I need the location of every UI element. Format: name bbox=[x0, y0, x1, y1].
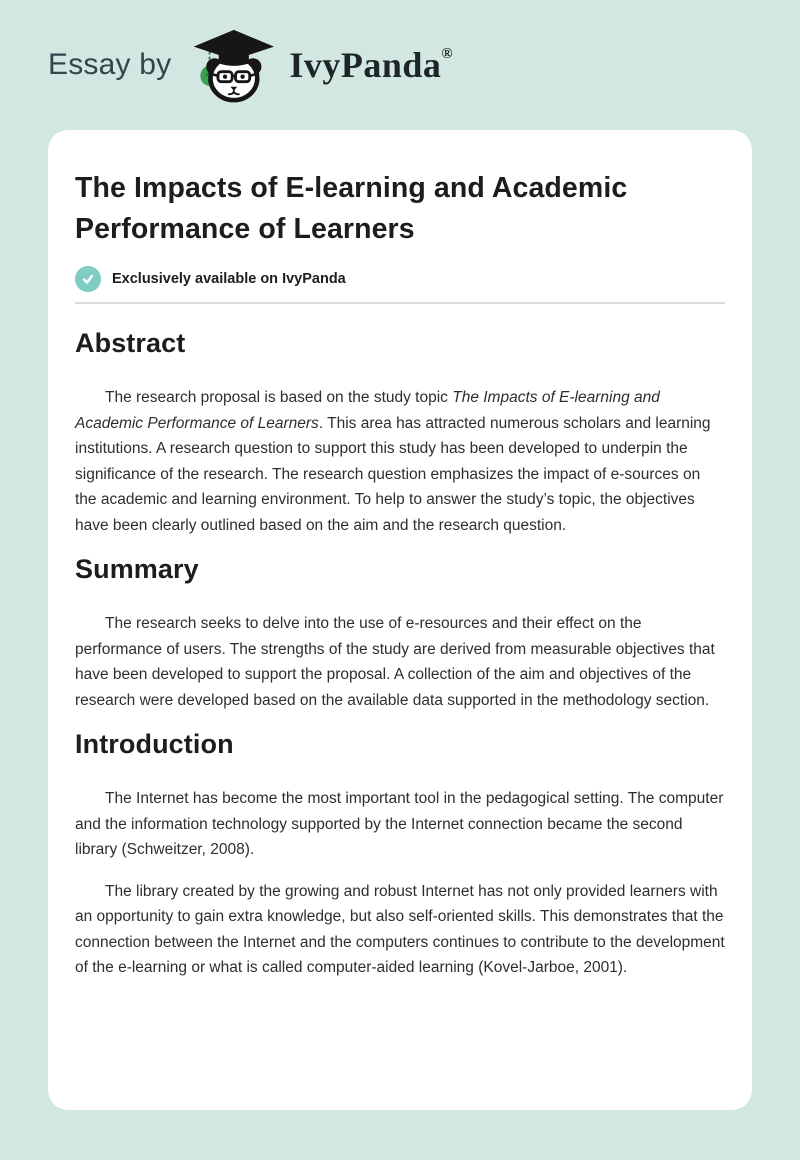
abstract-text-after: . This area has attracted numerous scholars and learning institutions. A research question to support this study has been developed to underpin the significance of the research. The research question emphasizes the impact of e-sources on the academic and learning environment. To help to answer the study’s topic, the objectives have been clearly outlined based on the aim and the research question. bbox=[75, 414, 711, 534]
section-heading-introduction: Introduction bbox=[75, 729, 234, 759]
availability-badge bbox=[75, 266, 725, 292]
availability-badge-label: Exclusively available on IvyPanda bbox=[112, 271, 346, 287]
abstract-text-before: The research proposal is based on the study topic bbox=[105, 389, 453, 406]
check-icon bbox=[75, 266, 101, 292]
summary-paragraph: The research seeks to delve into the use of e-resources and their effect on the performance of users. The strengths of the study are derived from measurable objectives that have been developed to support the proposal. A collection of the aim and objectives of the research were developed based on the available data supported in the methodology section. bbox=[75, 615, 715, 709]
ivypanda-logo-icon bbox=[187, 23, 279, 107]
essay-by-label: Essay by bbox=[48, 48, 172, 81]
registered-trademark-symbol: ® bbox=[441, 46, 454, 62]
brand-wordmark bbox=[289, 44, 453, 86]
page-header bbox=[0, 0, 800, 130]
divider bbox=[75, 302, 725, 304]
brand-name: IvyPanda bbox=[289, 45, 442, 85]
introduction-paragraph-2: The library created by the growing and robust Internet has not only provided learners with an opportunity to gain extra knowledge, but also self-oriented skills. This demonstrates that the connection between the Internet and the computers continues to contribute to the development of the e-learning or what is called computer-aided learning (Kovel-Jarboe, 2001). bbox=[75, 882, 725, 976]
section-heading-abstract: Abstract bbox=[75, 328, 186, 358]
introduction-paragraph-1: The Internet has become the most important tool in the pedagogical setting. The computer and the information technology supported by the Internet connection became the second library (Schweitzer, 2008). bbox=[75, 790, 724, 858]
page-title: The Impacts of E-learning and Academic Performance of Learners bbox=[75, 172, 628, 245]
abstract-text-italic-title: The Impacts of E-learning and Academic Performance of Learners bbox=[75, 389, 660, 432]
abstract-paragraph bbox=[75, 385, 725, 538]
section-heading-summary: Summary bbox=[75, 554, 199, 584]
essay-card bbox=[48, 130, 752, 1110]
